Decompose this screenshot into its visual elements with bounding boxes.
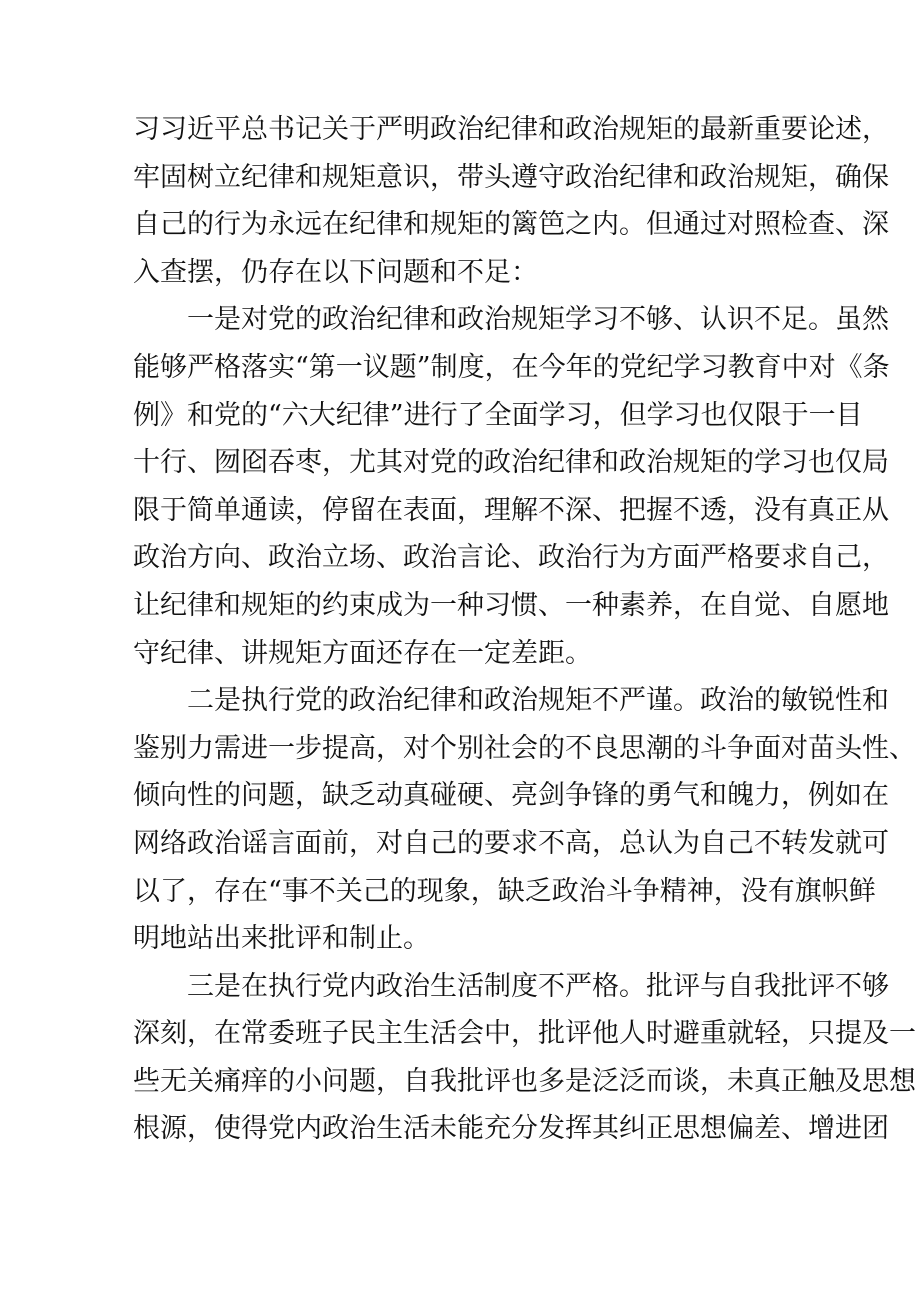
text-line: 深刻，在常委班子民主生活会中，批评他人时避重就轻，只提及一 [133,1018,916,1050]
paragraph-two-start: 二是执行党的政治纪律和政治规矩不严谨。政治的敏锐性和 [187,685,889,717]
text-line: 网络政治谣言面前，对自己的要求不高，总认为自己不转发就可 [133,827,889,859]
text-line: 十行、囫囵吞枣，尤其对党的政治纪律和政治规矩的学习也仅局 [133,447,889,479]
text-line: 自己的行为永远在纪律和规矩的篱笆之内。但通过对照检查、深 [133,209,889,241]
text-line: 让纪律和规矩的约束成为一种习惯、一种素养，在自觉、自愿地 [133,589,889,621]
text-line: 守纪律、讲规矩方面还存在一定差距。 [133,637,592,669]
text-line: 牢固树立纪律和规矩意识，带头遵守政治纪律和政治规矩，确保 [133,161,889,193]
paragraph-three-start: 三是在执行党内政治生活制度不严格。批评与自我批评不够 [187,970,889,1002]
text-line: 根源，使得党内政治生活未能充分发挥其纠正思想偏差、增进团 [133,1113,889,1145]
text-line: 以了，存在“事不关己的现象，缺乏政治斗争精神，没有旗帜鲜 [133,875,876,907]
document-body [133,106,916,1153]
paragraph-one-start: 一是对党的政治纪律和政治规矩学习不够、认识不足。虽然 [187,304,889,336]
text-line: 些无关痛痒的小问题，自我批评也多是泛泛而谈，未真正触及思想 [133,1065,916,1097]
text-line: 鉴别力需进一步提高，对个别社会的不良思潮的斗争面对苗头性、 [133,732,916,764]
text-line: 入查摆，仍存在以下问题和不足： [133,256,538,288]
text-line: 例》和党的“六大纪律”进行了全面学习，但学习也仅限于一目 [133,399,863,431]
text-line: 限于简单通读，停留在表面，理解不深、把握不透，没有真正从 [133,494,889,526]
text-line: 政治方向、政治立场、政治言论、政治行为方面严格要求自己， [133,542,889,574]
text-line: 习习近平总书记关于严明政治纪律和政治规矩的最新重要论述， [133,114,889,145]
text-line: 明地站出来批评和制止。 [133,923,430,955]
text-line: 能够严格落实“第一议题”制度，在今年的党纪学习教育中对《条 [133,351,890,383]
text-line: 倾向性的问题，缺乏动真碰硬、亮剑争锋的勇气和魄力，例如在 [133,780,889,812]
